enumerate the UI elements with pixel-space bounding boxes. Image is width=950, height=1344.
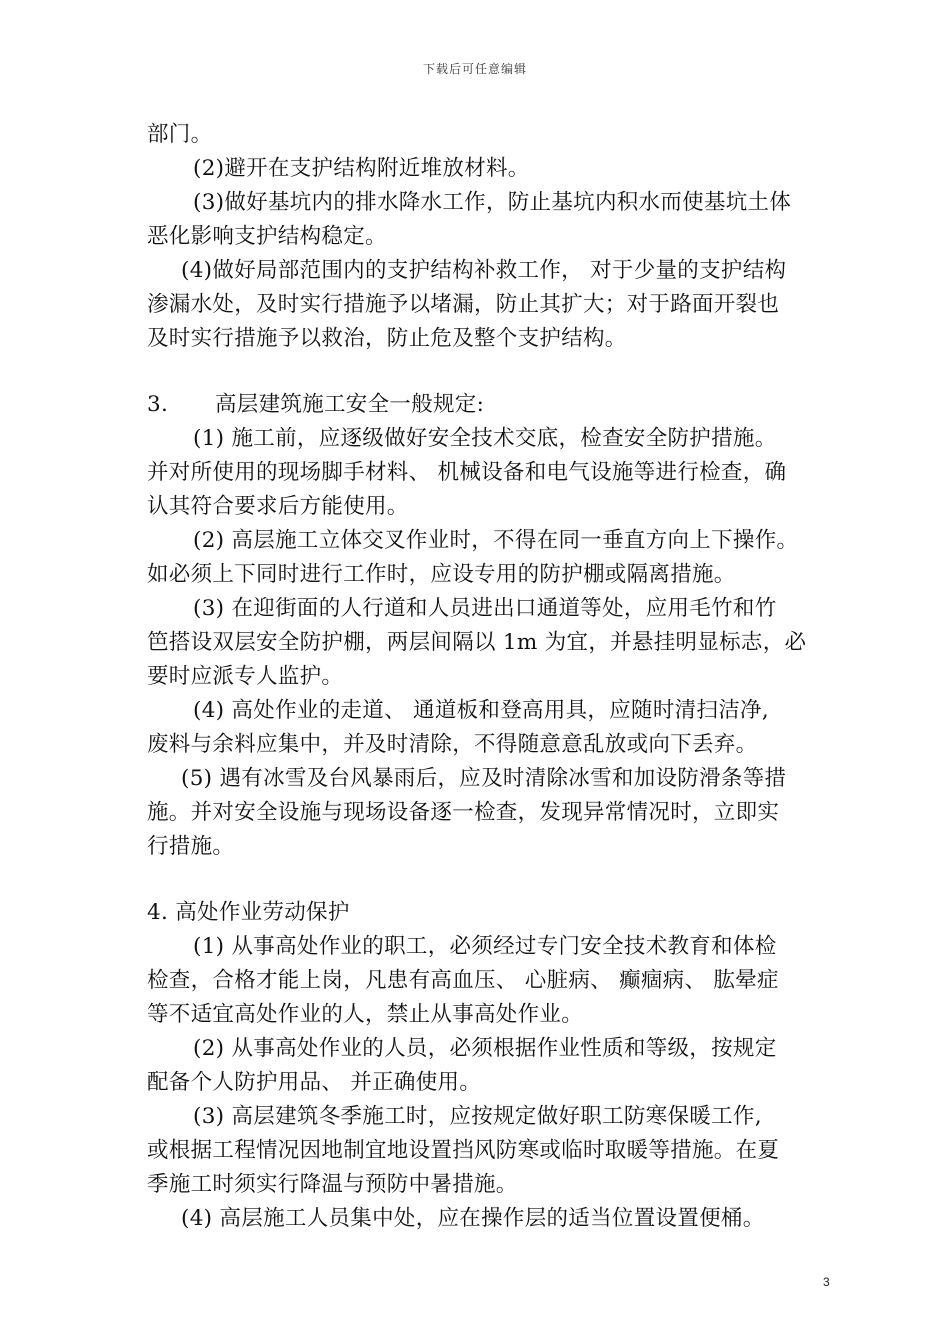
paragraph-line: (3) 在迎街面的人行道和人员进出口通道等处，应用毛竹和竹 — [193, 596, 777, 621]
paragraph-line: (4) 高层施工人员集中处，应在操作层的适当位置设置便桶。 — [181, 1206, 765, 1231]
section-heading — [147, 388, 847, 422]
spacer — [147, 864, 847, 896]
paragraph-line: (4) 高处作业的走道、 通道板和登高用具，应随时清扫洁净, — [193, 698, 769, 723]
paragraph-line: (1) 从事高处作业的职工，必须经过专门安全技术教育和体检 — [193, 934, 777, 959]
paragraph-line: (5) 遇有冰雪及台风暴雨后，应及时清除冰雪和加设防滑条等措 — [181, 766, 787, 791]
paragraph-line: 认其符合要求后方能使用。 — [147, 494, 409, 519]
paragraph-line: 及时实行措施予以救治，防止危及整个支护结构。 — [147, 326, 627, 351]
paragraph-line: 笆搭设双层安全防护棚，两层间隔以 1m 为宜，并悬挂明显标志，必 — [147, 630, 807, 655]
document-body — [147, 118, 847, 1236]
paragraph-line: 季施工时须实行降温与预防中暑措施。 — [147, 1172, 518, 1197]
paragraph-line: 部门。 — [147, 122, 213, 147]
paragraph-line: 或根据工程情况因地制宜地设置挡风防寒或临时取暖等措施。在夏 — [147, 1138, 780, 1163]
paragraph-line: 恶化影响支护结构稳定。 — [147, 224, 387, 249]
paragraph-line: 并对所使用的现场脚手材料、 机械设备和电气设施等进行检查，确 — [147, 460, 787, 485]
paragraph-line: (1) 施工前，应逐级做好安全技术交底，检查安全防护措施。 — [193, 426, 777, 451]
paragraph-line: 渗漏水处，及时实行措施予以堵漏，防止其扩大；对于路面开裂也 — [147, 292, 780, 317]
paragraph-line: (2)避开在支护结构附近堆放材料。 — [193, 156, 530, 181]
spacer — [147, 356, 847, 388]
paragraph-line: (4)做好局部范围内的支护结构补救工作， 对于少量的支护结构 — [181, 258, 787, 283]
section-title: 高层建筑施工安全一般规定: — [215, 392, 485, 417]
paragraph-line: 要时应派专人监护。 — [147, 664, 344, 689]
paragraph-line: 检查，合格才能上岗，凡患有高血压、 心脏病、 癫痼病、 肱晕症 — [147, 968, 779, 993]
paragraph-line: (3) 高层建筑冬季施工时，应按规定做好职工防寒保暖工作, — [193, 1104, 762, 1129]
paragraph-line: (2) 高层施工立体交叉作业时，不得在同一垂直方向上下操作。 — [193, 528, 799, 553]
page-number: 3 — [823, 1275, 830, 1289]
paragraph-line: (2) 从事高处作业的人员，必须根据作业性质和等级，按规定 — [193, 1036, 777, 1061]
paragraph-line: 废料与余料应集中，并及时清除，不得随意意乱放或向下丢弃。 — [147, 732, 758, 757]
section-number: 3. — [147, 392, 169, 417]
paragraph-line: (3)做好基坑内的排水降水工作，防止基坑内积水而使基坑土体 — [193, 190, 792, 215]
paragraph-line: 施。并对安全设施与现场设备逐一检查，发现异常情况时，立即实 — [147, 800, 780, 825]
paragraph-line: 如必须上下同时进行工作时，应设专用的防护棚或隔离措施。 — [147, 562, 736, 587]
paragraph-line: 等不适宜高处作业的人，禁止从事高处作业。 — [147, 1002, 584, 1027]
paragraph-line: 配备个人防护用品、 并正确使用。 — [147, 1070, 482, 1095]
section-heading: 4. 高处作业劳动保护 — [147, 900, 350, 925]
paragraph-line: 行措施。 — [147, 834, 235, 859]
page-header: 下载后可任意编辑 — [422, 62, 527, 76]
